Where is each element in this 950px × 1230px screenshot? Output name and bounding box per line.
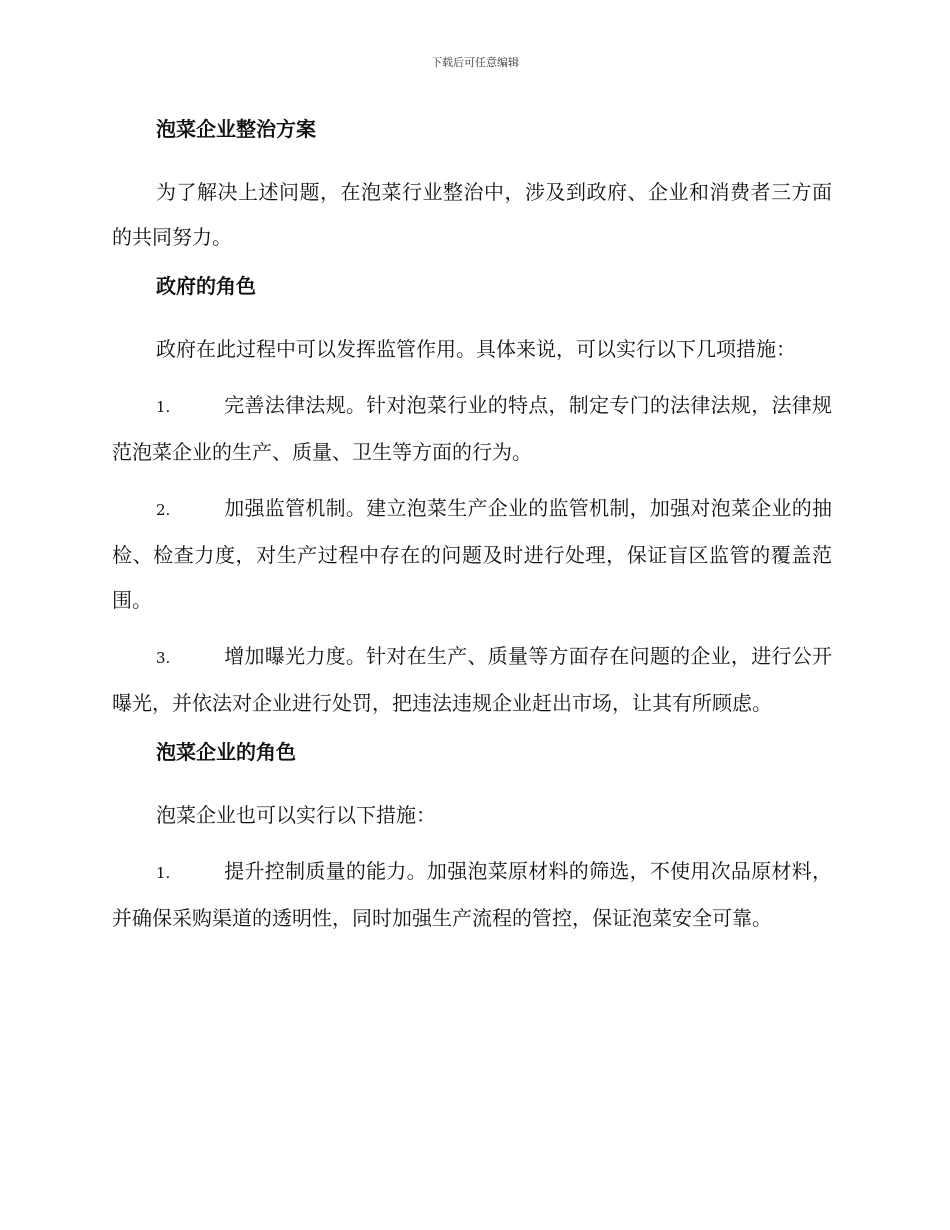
section-heading: 泡菜企业整治方案 [156,117,316,141]
list-item [112,634,832,726]
list-item-number: 1. [156,864,171,882]
list-item-number: 3. [156,649,171,667]
list-item-number: 1. [156,398,171,416]
list-item-text: 增加曝光力度。针对在生产、质量等方面存在问题的企业，进行公开曝光，并依法对企业进行处罚，把违法违规企业赶出市场，让其有所顾虑。 [112,644,832,715]
section-heading: 泡菜企业的角色 [156,740,296,764]
list-item-text: 加强监管机制。建立泡菜生产企业的监管机制，加强对泡菜企业的抽检、检查力度，对生产过程中存在的问题及时进行处理，保证盲区监管的覆盖范围。 [112,496,832,612]
section-paragraph: 泡菜企业也可以实行以下措施： [156,803,436,827]
list-item-text: 完善法律法规。针对泡菜行业的特点，制定专门的法律法规，法律规范泡菜企业的生产、质量、卫生等方面的行为。 [112,393,832,464]
list-item-number: 2. [156,501,171,519]
list-item-text: 提升控制质量的能力。加强泡菜原材料的筛选，不使用次品原材料，并确保采购渠道的透明性，同时加强生产流程的管控，保证泡菜安全可靠。 [112,859,832,930]
header-note: 下载后可任意编辑 [431,56,519,69]
document-body [112,114,832,952]
list-item [112,849,832,941]
section-paragraph: 政府在此过程中可以发挥监管作用。具体来说，可以实行以下几项措施： [156,337,796,361]
list-item [112,383,832,475]
section-heading: 政府的角色 [156,274,256,298]
list-item [112,486,832,623]
section-paragraph: 为了解决上述问题，在泡菜行业整治中，涉及到政府、企业和消费者三方面的共同努力。 [112,180,832,249]
